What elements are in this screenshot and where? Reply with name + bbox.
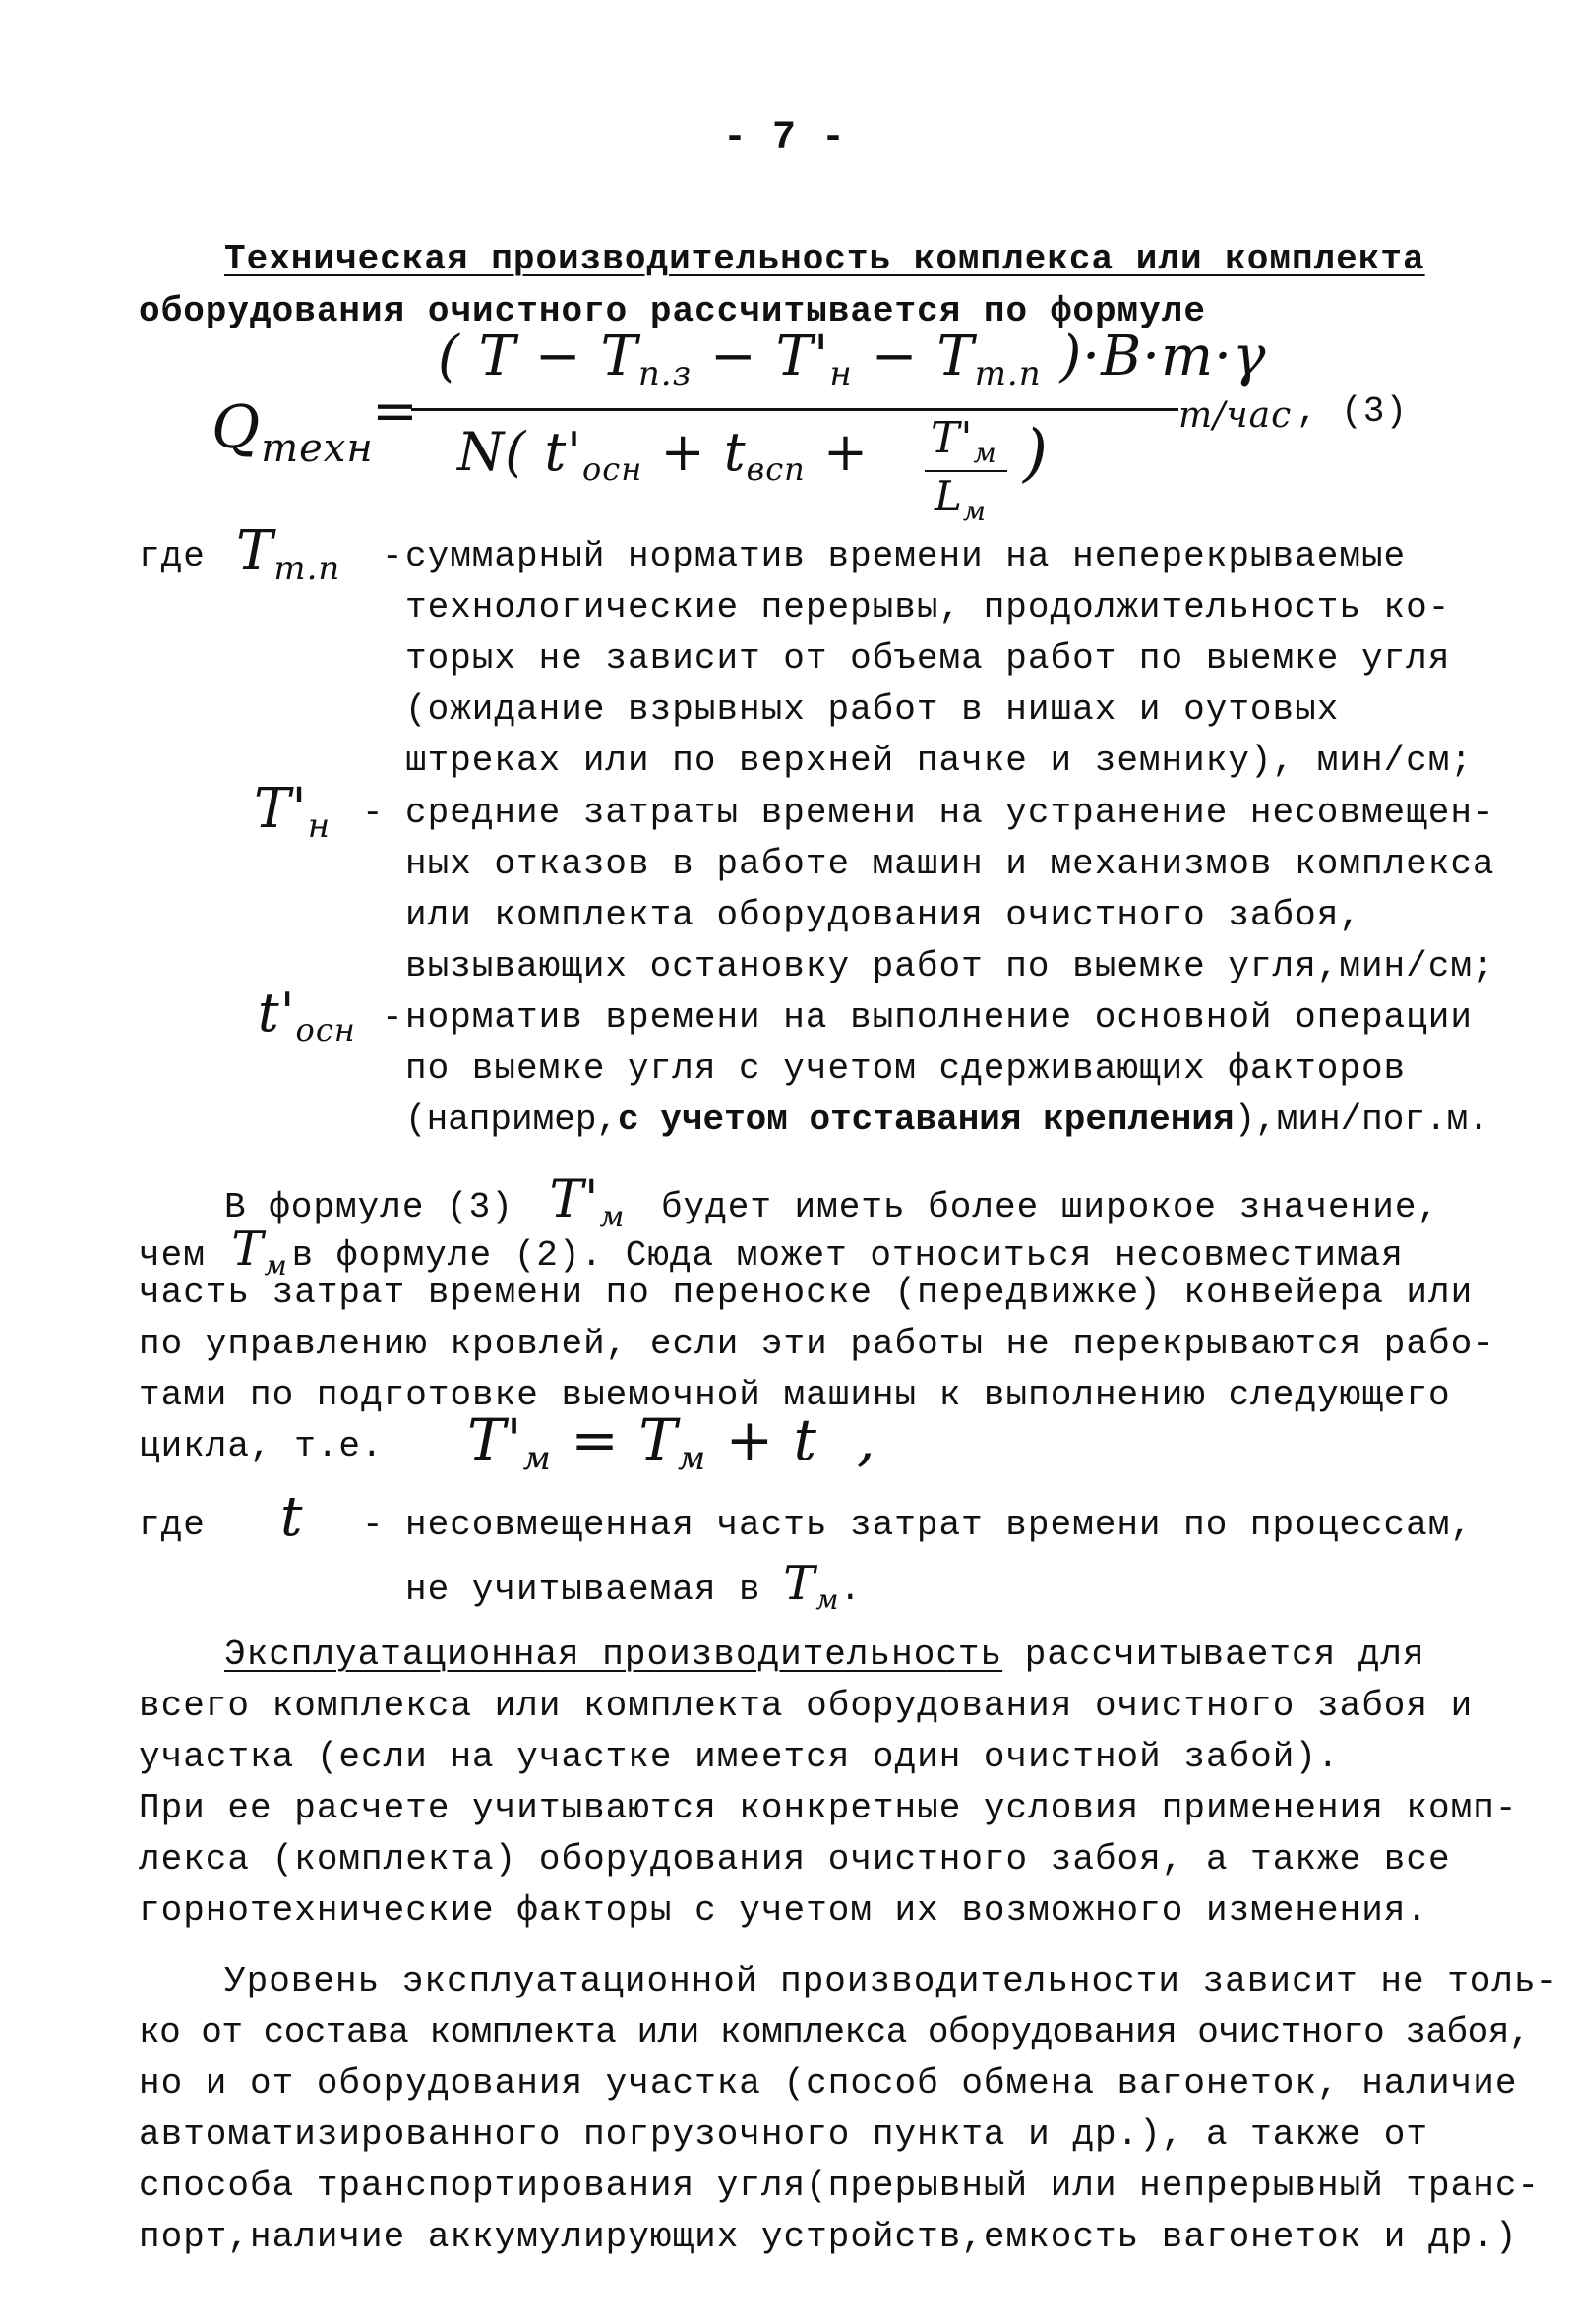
- para2-line6: цикла, т.е.: [139, 1426, 384, 1466]
- para4-line2: ко от состава комплекта или комплекса оборудования очистного забоя,: [139, 2012, 1530, 2053]
- def-t-line1: несовмещенная часть затрат времени по процессам,: [405, 1505, 1473, 1545]
- formula-inner-denominator: $L_м$: [935, 472, 988, 527]
- def2-dash: -: [362, 793, 385, 833]
- para2-line2: чем $T_м$ в формуле (2). Сюда может относиться несовместимая: [139, 1222, 1404, 1281]
- def2-line: ных отказов в работе машин и механизмов комплекса: [405, 844, 1495, 884]
- def2-line: или комплекта оборудования очистного забоя,: [405, 895, 1361, 935]
- formula-numerator: ( T − Tп.з − T'н − Tт.п )·B·m·γ: [438, 325, 1267, 393]
- formula-denominator: N( t'осн + tвсп +: [457, 421, 870, 488]
- page-number: - 7 -: [723, 116, 847, 160]
- def3-line-last: (например,с учетом отставания крепления),мин/пог.м.: [405, 1100, 1489, 1140]
- def1-line: суммарный норматив времени на неперекрываемые: [405, 536, 1407, 576]
- def1-line: торых не зависит от объема работ по выемке угля: [405, 638, 1451, 679]
- para2-line4: по управлению кровлей, если эти работы не перекрываются рабо-: [139, 1324, 1495, 1364]
- formula-inner-numerator: $T'_м$: [931, 413, 997, 469]
- def2-line: вызывающих остановку работ по выемке угля,мин/см;: [405, 946, 1495, 986]
- def1-dash: -: [382, 536, 404, 576]
- def-t-dash: -: [362, 1505, 385, 1545]
- defs-where: где: [139, 536, 206, 576]
- def-t-symbol: t: [280, 1485, 304, 1549]
- para2-line1: В формуле (3) T'м будет иметь более широкое значение,: [224, 1170, 1440, 1234]
- para4-line1: Уровень эксплуатационной производительности зависит не толь-: [224, 1961, 1559, 2001]
- formula-lhs: $Q_{техн}$: [211, 393, 374, 471]
- def3-dash: -: [382, 997, 404, 1038]
- para4-line3: но и от оборудования участка (способ обмена вагонеток, наличие: [139, 2063, 1518, 2104]
- equation-tm: T'м = Tм + t ,: [467, 1406, 876, 1478]
- formula-close-paren: ): [1023, 417, 1049, 490]
- def-t-where: где: [139, 1505, 206, 1545]
- para4-line5: способа транспортирования угля(прерывный или непрерывный транс-: [139, 2166, 1540, 2206]
- def3-line: норматив времени на выполнение основной операции: [405, 997, 1473, 1038]
- def2-symbol: T'н: [254, 777, 332, 846]
- para3-line4: При ее расчете учитываются конкретные условия применения комп-: [139, 1788, 1518, 1828]
- def2-line: средние затраты времени на устранение несовмещен-: [405, 793, 1495, 833]
- def1-line: штреках или по верхней пачке и земнику), мин/см;: [405, 741, 1473, 781]
- para2-line3: часть затрат времени по переноске (передвижке) конвейера или: [139, 1273, 1474, 1313]
- para4-line6: порт,наличие аккумулирующих устройств,емкость вагонеток и др.): [139, 2217, 1518, 2257]
- formula-number: , (3): [1297, 391, 1409, 432]
- para2-line5: тами по подготовке выемочной машины к выполнению следующего: [139, 1375, 1451, 1415]
- def3-symbol: t'осн: [258, 982, 356, 1048]
- para3-line6: горнотехнические факторы с учетом их возможного изменения.: [139, 1890, 1429, 1931]
- def1-symbol: Tт.п: [236, 519, 341, 588]
- formula-fraction-line: [411, 408, 1178, 411]
- formula-unit: т/час: [1178, 395, 1293, 436]
- def1-line: технологические перерывы, продолжительность ко-: [405, 587, 1451, 627]
- para3-line5: лекса (комплекта) оборудования очистного забоя, а также все: [139, 1839, 1451, 1879]
- para3-line3: участка (если на участке имеется один очистной забой).: [139, 1737, 1340, 1777]
- para1-line1: Техническая производительность комплекса или комплекта: [224, 239, 1425, 279]
- def3-line: по выемке угля с учетом сдерживающих факторов: [405, 1048, 1407, 1089]
- def1-line: (ожидание взрывных работ в нишах и оутовых: [405, 689, 1340, 730]
- para4-line4: автоматизированного погрузочного пункта и др.), а также от: [139, 2115, 1429, 2155]
- para1-line2: оборудования очистного рассчитывается по формуле: [139, 291, 1206, 331]
- para3-line1: Эксплуатационная производительность рассчитывается для: [224, 1635, 1425, 1675]
- para3-line2: всего комплекса или комплекта оборудования очистного забоя и: [139, 1686, 1474, 1726]
- def-t-line2: не учитываемая в $T_м$.: [405, 1556, 863, 1616]
- formula-equals: =: [372, 380, 419, 444]
